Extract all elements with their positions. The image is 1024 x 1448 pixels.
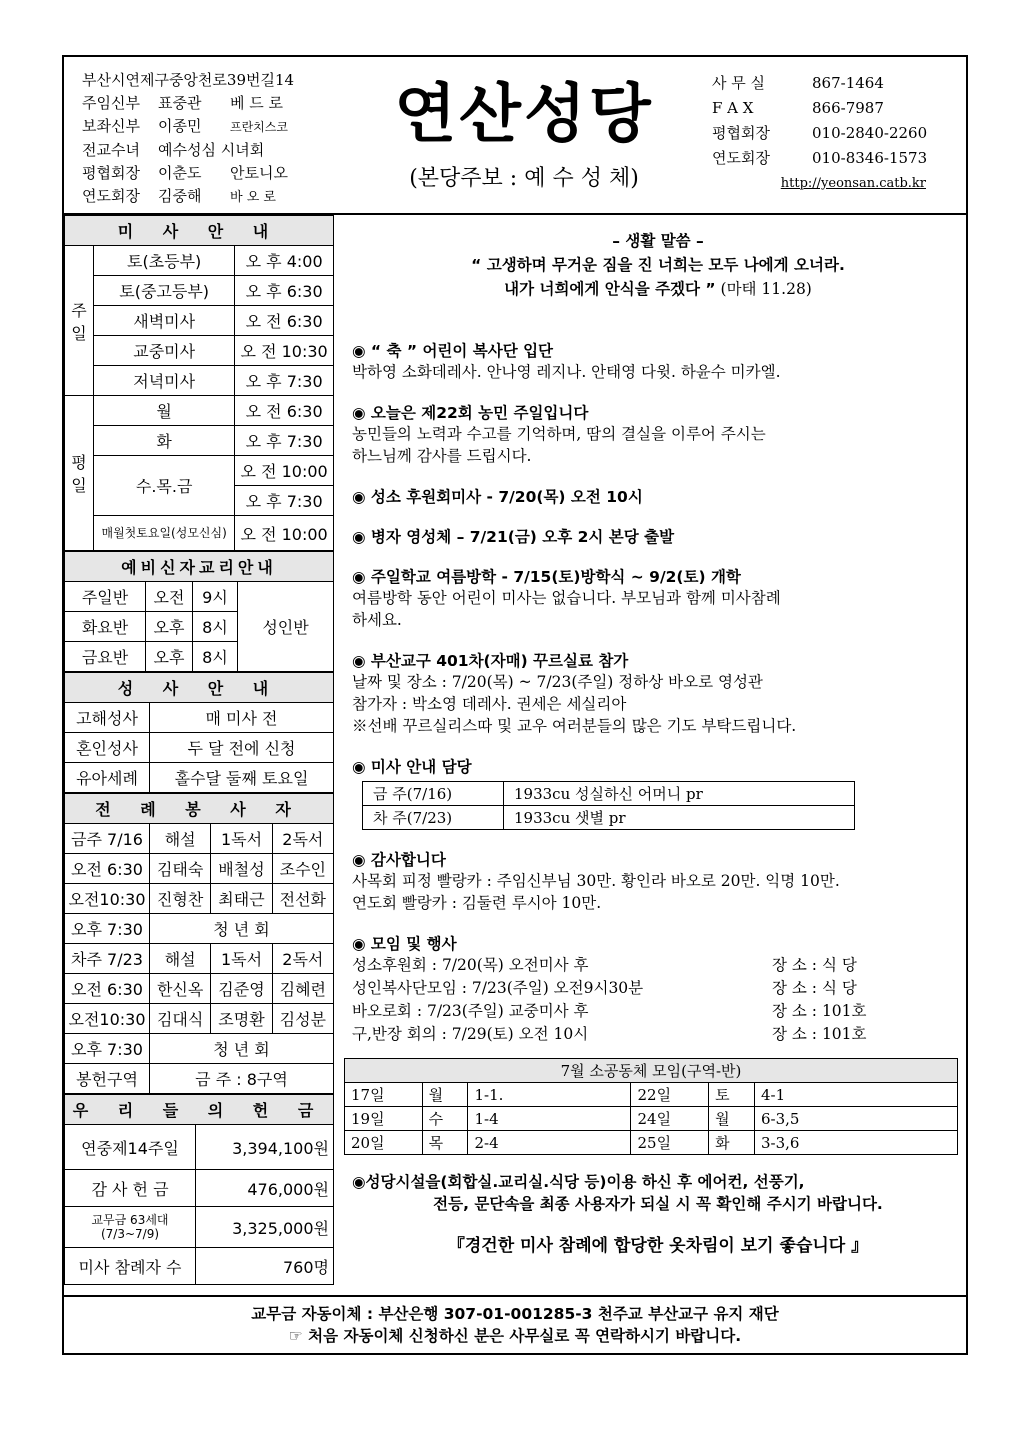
donation-label: 연중제14주일	[65, 1125, 196, 1170]
section-title: 성 사 안 내	[65, 673, 334, 703]
servers-time: 오전 6:30	[65, 854, 150, 884]
item-heading: ◉ 부산교구 401차(자매) 꾸르실료 참가	[352, 652, 629, 670]
contact-row: 연도회장 010-8346-1573	[712, 149, 928, 167]
class-ampm: 오후	[146, 612, 193, 642]
community-table	[344, 1058, 958, 1155]
website-link[interactable]: http://yeonsan.catb.kr	[780, 176, 926, 191]
server-name: 김대식	[150, 1004, 211, 1034]
staff-row: 전교수녀 예수성심 시녀회	[82, 141, 265, 159]
event-row	[352, 977, 964, 1000]
sacrament-name: 고해성사	[65, 703, 150, 733]
community-title: 7월 소공동체 모임(구역-반)	[345, 1059, 958, 1083]
page-subtitle: (본당주보 : 예 수 성 체)	[409, 166, 639, 191]
cell: 1-1.	[468, 1083, 631, 1107]
event-desc: 성소후원회 : 7/20(목) 오전미사 후	[352, 956, 589, 974]
section-title: 예비신자교리안내	[65, 552, 334, 582]
mass-name: 매월첫토요일(성모신심)	[94, 516, 235, 551]
right-column	[352, 229, 964, 1256]
address: 부산시연제구중앙천로39번길14	[82, 71, 295, 89]
word-line2: 내가 너희에게 안식을 주겠다 ”	[504, 280, 716, 298]
adult-class: 성인반	[238, 582, 334, 672]
mass-name: 수.목.금	[94, 456, 235, 516]
dress-code-quote: 『경건한 미사 참례에 합당한 옷차림이 보기 좋습니다 』	[447, 1236, 869, 1256]
header-center	[364, 75, 684, 192]
word-line1: “ 고생하며 무거운 짐을 진 너희는 모두 나에게 오너라.	[471, 256, 845, 274]
cell: 3-3,6	[755, 1131, 958, 1155]
server-name: 김성분	[272, 1004, 333, 1034]
mass-name: 교중미사	[94, 336, 235, 366]
item-heading: ◉ 감사합니다	[352, 851, 446, 869]
servers-time: 오전10:30	[65, 884, 150, 914]
class-ampm: 오전	[146, 582, 193, 612]
server-group: 청 년 회	[150, 1034, 334, 1064]
server-name: 김준영	[211, 974, 272, 1004]
page-title: 연산성당	[394, 78, 654, 152]
table-row	[345, 1107, 958, 1131]
cell: 토	[709, 1083, 755, 1107]
cell: 6-3,5	[755, 1107, 958, 1131]
left-column	[64, 215, 334, 1285]
contact-row: 평협회장 010-2840-2260	[712, 124, 928, 142]
bulletin-frame	[62, 55, 968, 1355]
table-row	[345, 1083, 958, 1107]
sunday-label: 주일	[65, 246, 94, 396]
servers-time: 오후 7:30	[65, 914, 150, 944]
mass-name: 토(중고등부)	[94, 276, 235, 306]
mass-time: 오 전 10:00	[235, 456, 334, 486]
mass-time: 오 전 6:30	[235, 306, 334, 336]
sacrament-info: 홀수달 둘째 토요일	[150, 763, 334, 793]
mass-time: 오 후 7:30	[235, 486, 334, 516]
offering-area-value: 금 주 : 8구역	[150, 1064, 334, 1094]
mass-name: 새벽미사	[94, 306, 235, 336]
item-heading: ◉ 모임 및 행사	[352, 935, 457, 953]
header-contacts	[712, 71, 927, 196]
facility-notice	[352, 1171, 964, 1215]
mass-name: 화	[94, 426, 235, 456]
catechism-table	[64, 551, 334, 672]
mass-name: 토(초등부)	[94, 246, 235, 276]
class-time: 8시	[193, 612, 238, 642]
sacrament-info: 두 달 전에 신청	[150, 733, 334, 763]
item-text: 연도회 빨랑카 : 김둘련 루시아 10만.	[352, 894, 602, 912]
sacrament-name: 유아세례	[65, 763, 150, 793]
guide-week: 차 주(7/23)	[363, 806, 504, 830]
contact-row: 사 무 실 867-1464	[712, 74, 884, 92]
item-text: 여름방학 동안 어린이 미사는 없습니다. 부모님과 함께 미사참례	[352, 589, 781, 607]
mass-time: 오 후 6:30	[235, 276, 334, 306]
cell: 4-1	[755, 1083, 958, 1107]
servers-week: 금주 7/16	[65, 824, 150, 854]
cell: 1-4	[468, 1107, 631, 1131]
offering-area-label: 봉헌구역	[65, 1064, 150, 1094]
cell: 수	[422, 1107, 468, 1131]
servers-time: 오전 6:30	[65, 974, 150, 1004]
event-desc: 성인복사단모임 : 7/23(주일) 오전9시30분	[352, 979, 644, 997]
servers-time: 오후 7:30	[65, 1034, 150, 1064]
staff-row: 보좌신부 이종민 프란치스코	[82, 117, 288, 135]
servers-head: 2독서	[272, 824, 333, 854]
table-row	[345, 1131, 958, 1155]
donation-value: 3,394,100원	[196, 1125, 334, 1170]
mass-time: 오 후 7:30	[235, 426, 334, 456]
event-place: 장 소 : 101호	[772, 1002, 867, 1020]
event-place: 장 소 : 식 당	[772, 979, 857, 997]
servers-head: 해설	[150, 944, 211, 974]
guide-week: 금 주(7/16)	[363, 782, 504, 806]
server-group: 청 년 회	[150, 914, 334, 944]
mass-time: 오 전 10:30	[235, 336, 334, 366]
donation-label: 교무금 63세대 (7/3~7/9)	[65, 1207, 196, 1248]
event-desc: 바오로회 : 7/23(주일) 교중미사 후	[352, 1002, 589, 1020]
mass-time: 오 후 4:00	[235, 246, 334, 276]
item-text: 날짜 및 장소 : 7/20(목) ~ 7/23(주일) 정하상 바오로 영성관	[352, 673, 763, 691]
item-text: ※선배 꾸르실리스따 및 교우 여러분들의 많은 기도 부탁드립니다.	[352, 717, 797, 735]
server-name: 한신옥	[150, 974, 211, 1004]
header-left	[82, 69, 294, 209]
section-title: 미 사 안 내	[65, 216, 334, 246]
sacrament-info: 매 미사 전	[150, 703, 334, 733]
footer-note: ☞ 처음 자동이체 신청하신 분은 사무실로 꼭 연락하시기 바랍니다.	[288, 1327, 742, 1345]
server-name: 조명환	[211, 1004, 272, 1034]
class-time: 8시	[193, 642, 238, 672]
section-title: 우 리 들 의 헌 금	[65, 1095, 334, 1125]
item-text: 하느님께 감사를 드립시다.	[352, 447, 532, 465]
donation-table	[64, 1094, 334, 1285]
mass-time: 오 전 10:00	[235, 516, 334, 551]
event-desc: 구,반장 회의 : 7/29(토) 오전 10시	[352, 1025, 589, 1043]
item-text: 농민들의 노력과 수고를 기억하며, 땀의 결실을 이루어 주시는	[352, 425, 766, 443]
mass-time: 오 전 6:30	[235, 396, 334, 426]
item-text: 하세요.	[352, 611, 402, 629]
contact-row: F A X 866-7987	[712, 99, 884, 117]
cell: 20일	[345, 1131, 423, 1155]
class-name: 금요반	[65, 642, 146, 672]
cell: 24일	[631, 1107, 709, 1131]
server-name: 조수인	[272, 854, 333, 884]
cell: 목	[422, 1131, 468, 1155]
server-name: 배철성	[211, 854, 272, 884]
event-row	[352, 954, 964, 977]
server-name: 김태숙	[150, 854, 211, 884]
cell: 25일	[631, 1131, 709, 1155]
footer	[64, 1295, 966, 1353]
header	[64, 57, 966, 215]
donation-label: 미사 참례자 수	[65, 1248, 196, 1285]
sacrament-table	[64, 672, 334, 793]
staff-row: 연도회장 김중해 바 오 로	[82, 187, 276, 205]
notice-line: ◉성당시설을(회합실.교리실.식당 등)이용 하신 후 에어컨, 선풍기,	[352, 1173, 805, 1191]
staff-row: 주임신부 표중관 베 드 로	[82, 94, 284, 112]
mass-guide-table	[362, 781, 855, 830]
cell: 월	[422, 1083, 468, 1107]
item-heading: ◉ 병자 영성체 – 7/21(금) 오후 2시 본당 출발	[352, 528, 675, 546]
server-name: 최태근	[211, 884, 272, 914]
servers-time: 오전10:30	[65, 1004, 150, 1034]
item-heading: ◉ 주일학교 여름방학 - 7/15(토)방학식 ~ 9/2(토) 개학	[352, 568, 741, 586]
footer-bank: 교무금 자동이체 : 부산은행 307-01-001285-3 천주교 부산교구 유지 재단	[251, 1305, 779, 1323]
guide-group: 1933cu 성실하신 어머니 pr	[504, 782, 855, 806]
staff-row: 평협회장 이춘도 안토니오	[82, 164, 288, 182]
event-row	[352, 1023, 964, 1046]
cell: 월	[709, 1107, 755, 1131]
server-name: 김혜련	[272, 974, 333, 1004]
event-place: 장 소 : 101호	[772, 1025, 867, 1043]
donation-value: 3,325,000원	[196, 1207, 334, 1248]
weekday-label: 평일	[65, 396, 94, 551]
sacrament-name: 혼인성사	[65, 733, 150, 763]
servers-head: 2독서	[272, 944, 333, 974]
servers-head: 해설	[150, 824, 211, 854]
class-name: 화요반	[65, 612, 146, 642]
notice-line: 전등, 문단속을 최종 사용자가 되실 시 꼭 확인해 주시기 바랍니다.	[433, 1195, 883, 1213]
class-name: 주일반	[65, 582, 146, 612]
cell: 화	[709, 1131, 755, 1155]
item-heading: ◉ 미사 안내 담당	[352, 758, 472, 776]
servers-week: 차주 7/23	[65, 944, 150, 974]
class-time: 9시	[193, 582, 238, 612]
servers-head: 1독서	[211, 944, 272, 974]
cell: 19일	[345, 1107, 423, 1131]
mass-table	[64, 215, 334, 551]
item-heading: ◉ 오늘은 제22회 농민 주일입니다	[352, 404, 589, 422]
servers-head: 1독서	[211, 824, 272, 854]
cell: 2-4	[468, 1131, 631, 1155]
cell: 17일	[345, 1083, 423, 1107]
guide-group: 1933cu 샛별 pr	[504, 806, 855, 830]
donation-label: 감 사 헌 금	[65, 1170, 196, 1207]
donation-value: 760명	[196, 1248, 334, 1285]
donation-value: 476,000원	[196, 1170, 334, 1207]
cell: 22일	[631, 1083, 709, 1107]
item-heading: ◉ 성소 후원회미사 - 7/20(목) 오전 10시	[352, 488, 643, 506]
item-heading: ◉ “ 축 ” 어린이 복사단 입단	[352, 342, 554, 360]
mass-name: 월	[94, 396, 235, 426]
event-place: 장 소 : 식 당	[772, 956, 857, 974]
item-text: 사목회 피정 빨랑카 : 주임신부님 30만. 황인라 바오로 20만. 익명 10만.	[352, 872, 840, 890]
word-head: – 생활 말씀 –	[612, 232, 704, 250]
mass-name: 저녁미사	[94, 366, 235, 396]
mass-time: 오 후 7:30	[235, 366, 334, 396]
event-row	[352, 1000, 964, 1023]
server-name: 진형찬	[150, 884, 211, 914]
servers-table	[64, 793, 334, 1094]
server-name: 전선화	[272, 884, 333, 914]
class-ampm: 오후	[146, 642, 193, 672]
word-ref: (마태 11.28)	[720, 280, 812, 298]
item-text: 박하영 소화데레사. 안나영 레지나. 안태영 다윗. 하윤수 미카엘.	[352, 363, 781, 381]
section-title: 전 례 봉 사 자	[65, 794, 334, 824]
item-text: 참가자 : 박소영 데레사. 권세은 세실리아	[352, 695, 627, 713]
